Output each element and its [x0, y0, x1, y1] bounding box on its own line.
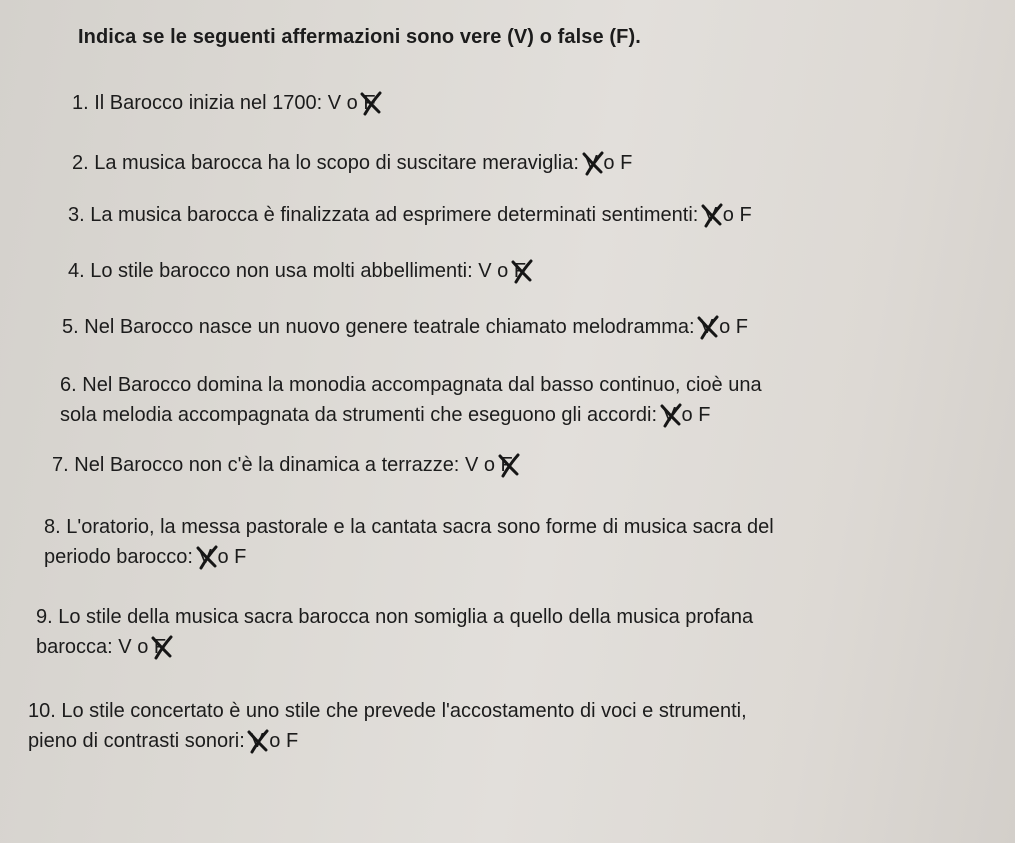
option-false[interactable]: F [735, 316, 748, 338]
question-item [72, 148, 632, 178]
pen-stroke-icon [582, 150, 604, 176]
true-false-choice[interactable] [328, 88, 376, 118]
option-separator: o [269, 730, 281, 752]
question-text: La musica barocca è finalizzata ad esprimere determinati sentimenti: [90, 204, 699, 226]
true-false-choice[interactable] [663, 400, 711, 430]
question-text: Nel Barocco nasce un nuovo genere teatrale chiamato melodramma: [84, 316, 695, 338]
question-number: 1. [72, 92, 89, 114]
question-item [62, 312, 748, 342]
option-false[interactable]: F [234, 546, 247, 568]
option-separator: o [603, 152, 615, 174]
option-separator: o [137, 636, 149, 658]
question-number: 8. [44, 516, 61, 538]
pen-stroke-icon [196, 544, 218, 570]
question-number: 4. [68, 260, 85, 282]
handwritten-cross-mark [663, 400, 676, 430]
question-text-line [60, 370, 762, 400]
option-true[interactable]: V [478, 260, 492, 282]
question-text-line [44, 512, 774, 542]
question-text-line [72, 88, 376, 118]
option-separator: o [217, 546, 229, 568]
option-true[interactable]: V [250, 730, 264, 752]
handwritten-cross-mark [704, 200, 717, 230]
question-text-line [28, 726, 747, 756]
question-number: 2. [72, 152, 89, 174]
question-text-line [28, 696, 747, 726]
question-text-line [60, 400, 762, 430]
option-separator: o [497, 260, 509, 282]
pen-stroke-icon [660, 402, 682, 428]
question-number: 10. [28, 700, 56, 722]
question-text-line [68, 256, 526, 286]
option-separator: o [722, 204, 734, 226]
question-item [68, 200, 752, 230]
question-number: 5. [62, 316, 79, 338]
question-text-line [36, 602, 753, 632]
option-false[interactable]: F [363, 92, 376, 114]
question-item [36, 602, 753, 662]
question-text: pieno di contrasti sonori: [28, 730, 245, 752]
question-item [28, 696, 747, 756]
true-false-choice[interactable] [250, 726, 298, 756]
question-number: 6. [60, 374, 77, 396]
question-text: La musica barocca ha lo scopo di suscitare meraviglia: [94, 152, 579, 174]
option-false[interactable]: F [620, 152, 633, 174]
option-true[interactable]: V [584, 152, 598, 174]
pen-stroke-icon [701, 202, 723, 228]
pen-stroke-icon [498, 452, 520, 478]
question-text: L'oratorio, la messa pastorale e la cantata sacra sono forme di musica sacra del [66, 516, 774, 538]
question-text: Nel Barocco non c'è la dinamica a terrazze: [74, 454, 460, 476]
worksheet-title: Indica se le seguenti affermazioni sono vere (V) o false (F). [78, 26, 641, 48]
handwritten-cross-mark [501, 450, 513, 480]
option-separator: o [346, 92, 358, 114]
option-false[interactable]: F [153, 636, 167, 658]
question-text: sola melodia accompagnata da strumenti che eseguono gli accordi: [60, 404, 658, 426]
true-false-choice[interactable] [199, 542, 247, 572]
question-text-line [72, 148, 632, 178]
option-true[interactable]: V [662, 404, 676, 426]
question-item [60, 370, 762, 430]
true-false-choice[interactable] [704, 200, 752, 230]
question-text-line [36, 632, 753, 662]
question-text: barocca: [36, 636, 113, 658]
handwritten-cross-mark [700, 312, 713, 342]
true-false-choice[interactable] [478, 256, 526, 286]
handwritten-cross-mark [250, 726, 263, 756]
option-false[interactable]: F [513, 260, 527, 282]
handwritten-cross-mark [199, 542, 212, 572]
question-text: Lo stile della musica sacra barocca non somiglia a quello della musica profana [58, 606, 754, 628]
question-number: 3. [68, 204, 85, 226]
pen-stroke-icon [511, 258, 533, 284]
question-number: 7. [52, 454, 69, 476]
handwritten-cross-mark [514, 256, 526, 286]
pen-stroke-icon [151, 634, 173, 660]
option-true[interactable]: V [118, 636, 132, 658]
question-text: Il Barocco inizia nel 1700: [94, 92, 323, 114]
option-true[interactable]: V [464, 454, 479, 476]
question-item [72, 88, 376, 118]
option-separator: o [719, 316, 731, 338]
question-text: Lo stile concertato è uno stile che prevede l'accostamento di voci e strumenti, [61, 700, 747, 722]
question-text-line [52, 450, 513, 480]
question-item [44, 512, 774, 572]
question-text: Nel Barocco domina la monodia accompagnata dal basso continuo, cioè una [82, 374, 762, 396]
pen-stroke-icon [697, 314, 719, 340]
true-false-choice[interactable] [118, 632, 166, 662]
question-number: 9. [36, 606, 53, 628]
option-true[interactable]: V [700, 316, 714, 338]
option-true[interactable]: V [703, 204, 718, 226]
question-text-line [62, 312, 748, 342]
true-false-choice[interactable] [700, 312, 748, 342]
true-false-choice[interactable] [585, 148, 633, 178]
option-separator: o [681, 404, 693, 426]
true-false-choice[interactable] [465, 450, 513, 480]
question-item [68, 256, 526, 286]
option-false[interactable]: F [739, 204, 752, 226]
option-false[interactable]: F [285, 730, 299, 752]
question-text: Lo stile barocco non usa molti abbellimenti: [90, 260, 473, 282]
option-false[interactable]: F [698, 404, 711, 426]
question-item [52, 450, 513, 480]
handwritten-cross-mark [154, 632, 166, 662]
option-separator: o [483, 454, 495, 476]
question-text-line [44, 542, 774, 572]
question-text: periodo barocco: [44, 546, 193, 568]
handwritten-cross-mark [585, 148, 598, 178]
option-true[interactable]: V [327, 92, 342, 114]
pen-stroke-icon [360, 90, 382, 116]
question-text-line [68, 200, 752, 230]
option-false[interactable]: F [500, 454, 513, 476]
pen-stroke-icon [247, 728, 269, 754]
handwritten-cross-mark [363, 88, 375, 118]
option-true[interactable]: V [198, 546, 212, 568]
